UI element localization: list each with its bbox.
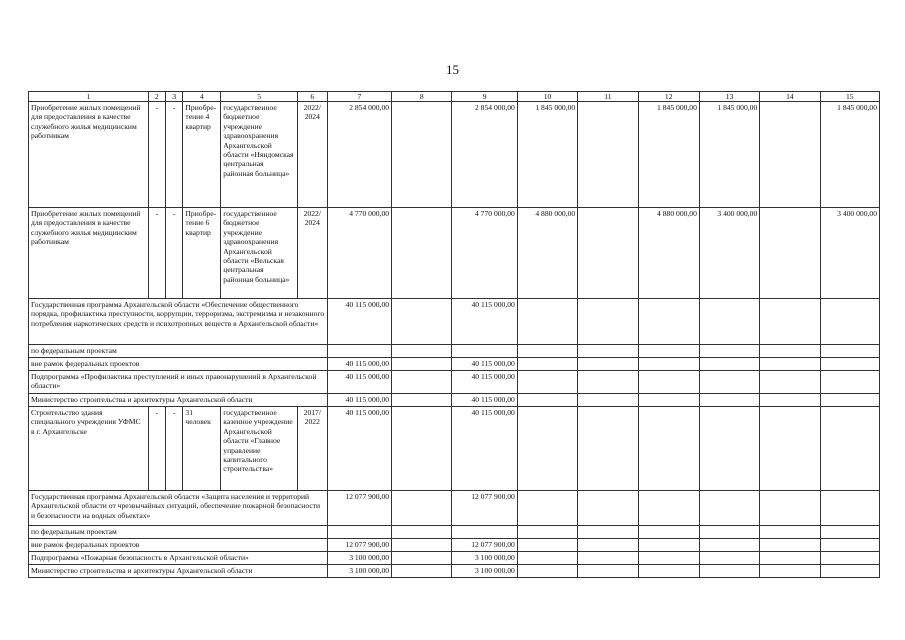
amount: 3 100 000,00 <box>452 552 517 565</box>
cell: Приобре-тение 4 квартир <box>183 102 221 208</box>
amount: 40 115 000,00 <box>327 371 391 394</box>
amount: 3 100 000,00 <box>327 565 391 578</box>
item-name: Приобретение жилых помещений для предоставления в качестве служебного жилья медицинским работникам <box>29 208 149 299</box>
amount: 12 077 900,00 <box>327 491 391 526</box>
period: 2017/ 2022 <box>297 407 327 491</box>
header-cell: 8 <box>392 92 452 102</box>
amount <box>578 208 638 299</box>
table-row <box>29 102 880 208</box>
table-row <box>29 299 880 345</box>
cell: - <box>166 208 183 299</box>
amount: 40 115 000,00 <box>452 407 517 491</box>
table-row <box>29 345 880 358</box>
program-title: Государственная программа Архангельской области «Защита населения и территорий Архангельской области от чрезвычайных ситуаций, обеспечение пожарной безопасности и безопасности на водных объектах» <box>29 491 328 526</box>
amount: 1 845 000,00 <box>517 102 577 208</box>
header-cell: 9 <box>452 92 517 102</box>
amount <box>760 208 820 299</box>
table-row <box>29 491 880 526</box>
amount <box>578 102 638 208</box>
cell: - <box>148 407 165 491</box>
table-row <box>29 208 880 299</box>
subprogram-title: Подпрограмма «Профилактика преступлений и иных правонарушений в Архангельской области» <box>29 371 328 394</box>
header-cell: 12 <box>638 92 699 102</box>
period: 2022/ 2024 <box>297 102 327 208</box>
page-number: 15 <box>446 62 459 77</box>
cell: - <box>148 208 165 299</box>
ministry-label: Министерство строительства и архитектуры Архангельской области <box>29 565 328 578</box>
cell: 31 человек <box>183 407 221 491</box>
amount: 3 100 000,00 <box>327 552 391 565</box>
row-label: по федеральным проектам <box>29 345 328 358</box>
row-label: по федеральным проектам <box>29 526 328 539</box>
period: 2022/ 2024 <box>297 208 327 299</box>
table-row <box>29 407 880 491</box>
header-cell: 4 <box>183 92 221 102</box>
header-cell: 1 <box>29 92 149 102</box>
amount: 1 845 000,00 <box>820 102 879 208</box>
amount: 3 400 000,00 <box>820 208 879 299</box>
amount <box>392 102 452 208</box>
amount <box>452 345 517 358</box>
table-row <box>29 358 880 371</box>
amount: 12 077 900,00 <box>327 539 391 552</box>
amount: 40 115 000,00 <box>327 299 391 345</box>
amount <box>760 102 820 208</box>
header-cell: 6 <box>297 92 327 102</box>
amount: 2 854 000,00 <box>327 102 391 208</box>
cell: - <box>148 102 165 208</box>
header-cell: 11 <box>578 92 638 102</box>
amount <box>327 345 391 358</box>
ministry-label: Министерство строительства и архитектуры Архангельской области <box>29 394 328 407</box>
amount: 3 400 000,00 <box>699 208 759 299</box>
header-cell: 13 <box>699 92 759 102</box>
responsible-org: государственное казенное учреждение Архангельской области «Главное управление капитального строительства» <box>221 407 298 491</box>
amount: 40 115 000,00 <box>327 407 391 491</box>
table-row <box>29 552 880 565</box>
header-cell: 10 <box>517 92 577 102</box>
responsible-org: государственное бюджетное учреждение здравоохранения Архангельской области «Няндомская центральная районная больница» <box>221 102 298 208</box>
header-cell: 15 <box>820 92 879 102</box>
subprogram-title: Подпрограмма «Пожарная безопасность в Архангельской области» <box>29 552 328 565</box>
amount: 40 115 000,00 <box>327 358 391 371</box>
amount: 12 077 900,00 <box>452 491 517 526</box>
amount: 40 115 000,00 <box>452 394 517 407</box>
header-cell: 2 <box>148 92 165 102</box>
amount <box>392 208 452 299</box>
table-row <box>29 526 880 539</box>
header-cell: 7 <box>327 92 391 102</box>
amount: 1 845 000,00 <box>699 102 759 208</box>
cell: - <box>166 102 183 208</box>
item-name: Строительство здания специального учреждения УФМС в г. Архангельске <box>29 407 149 491</box>
amount: 40 115 000,00 <box>452 299 517 345</box>
table-row <box>29 394 880 407</box>
budget-table <box>28 91 880 578</box>
amount <box>327 526 391 539</box>
header-cell: 3 <box>166 92 183 102</box>
header-cell: 5 <box>221 92 298 102</box>
amount: 40 115 000,00 <box>452 358 517 371</box>
amount: 1 845 000,00 <box>638 102 699 208</box>
item-name: Приобретение жилых помещений для предоставления в качестве служебного жилья медицинским работникам <box>29 102 149 208</box>
amount <box>452 526 517 539</box>
amount: 4 880 000,00 <box>638 208 699 299</box>
amount: 2 854 000,00 <box>452 102 517 208</box>
header-cell: 14 <box>760 92 820 102</box>
amount: 4 770 000,00 <box>452 208 517 299</box>
program-title: Государственная программа Архангельской области «Обеспечение общественного порядка, профилактика преступности, коррупции, терроризма, экстремизма и незаконного потребления наркотических средств и психотропных веществ в Архангельской области» <box>29 299 328 345</box>
amount: 40 115 000,00 <box>452 371 517 394</box>
amount: 12 077 900,00 <box>452 539 517 552</box>
amount: 3 100 000,00 <box>452 565 517 578</box>
amount: 4 880 000,00 <box>517 208 577 299</box>
header-row <box>29 92 880 102</box>
amount: 40 115 000,00 <box>327 394 391 407</box>
row-label: вне рамок федеральных проектов <box>29 539 328 552</box>
cell: - <box>166 407 183 491</box>
table-row <box>29 565 880 578</box>
amount: 4 770 000,00 <box>327 208 391 299</box>
table-row <box>29 371 880 394</box>
responsible-org: государственное бюджетное учреждение здравоохранения Архангельской области «Вельская центральная районная больница» <box>221 208 298 299</box>
cell: Приобре-тение 6 квартир <box>183 208 221 299</box>
table-row <box>29 539 880 552</box>
row-label: вне рамок федеральных проектов <box>29 358 328 371</box>
